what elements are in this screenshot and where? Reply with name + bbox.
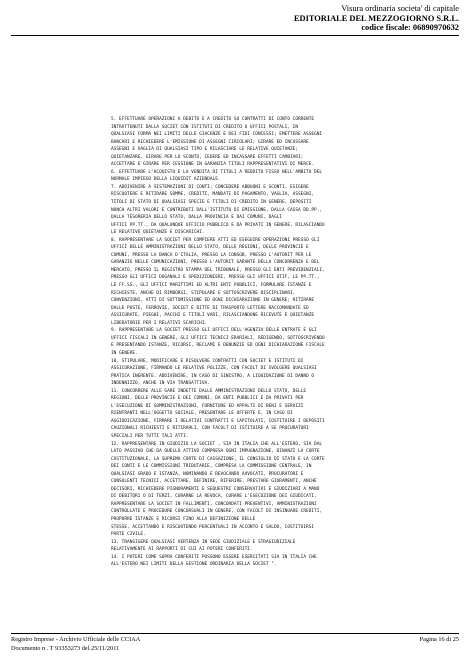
body-line: DEI CONTI E LE COMMISSIONI TRIBUTARIE, COMPRESA LA COMMISSIONE CENTRALE, IN [111, 464, 312, 470]
body-line: NORMALE IMPIEGO DELLA LIQUIDIT AZIENDALE. [111, 177, 221, 183]
document-body [111, 116, 456, 569]
body-line: ASSEGNI E VAGLIA DI QUALSIASI TIPO E RILASCIARE LE RELATIVE QUIETANZE; [111, 147, 299, 153]
body-line: 8. RAPPRESENTARE LA SOCIET PER COMPIERE ATTI ED ESEGUIRE OPERAZIONI PRESSO GLI [111, 237, 320, 243]
body-line: BANCARI E RICHIEDERE L'EMISSIONE DI ASSEGNI CIRCOLARI; GIRARE ED INCASSARE [111, 139, 309, 145]
body-line: CONSULENTI TECNICI, ACCETTARE, DEFINIRE, RIFERIRE, PRESTARE GIURAMENTI, ANCHE [111, 479, 317, 485]
body-line: COSTITUZIONALE, LA SUPREMA CORTE DI CASSAZIONE, IL CONSIGLIO DI STATO E LA CORTE [111, 456, 325, 462]
body-line: ACCETTARE E GIRARE PER CESSIONE IN GARANZIA TITOLI RAPPRESENTATIVI DI MERCE. [111, 162, 315, 168]
body-line: 13. TRANSIGERE QUALSIASI VERTENZA IN SEDE GIUDIZIALE E STRAGIUDIZIALE [111, 539, 296, 545]
body-line: CONTROLLATE E PROCEDURE CONCORSUALI IN GENERE, CON FACOLT DI INSINUARE CREDITI, [111, 509, 323, 515]
body-line: DI DEBITORI O DI TERZI, CURARNE LA REVOCA, CURARE L'ESECUZIONE DEI GIUDICATI, [111, 494, 317, 500]
body-line: 14. I POTERI COME SOPRA CONFERITI POSSONO ESSERE ESERCITATI SIA IN ITALIA CHE [111, 554, 317, 560]
body-line: COMUNI, PRESSO LA BANCA D'ITALIA, PRESSO LA CONSOB, PRESSO L'AUTORIT PER LE [111, 252, 312, 258]
body-line: 7. ADDIVENIRE A SISTEMAZIONI DI CONTI; CONCEDERE ABBUONI E SCONTI, ESIGERE [111, 184, 309, 190]
body-line: ASSICURATE, PIEGHI, PACCHI E TITOLI VARI, RILASCIANDONE RICEVUTE E QUIETANZE [111, 313, 315, 319]
body-line: QUALSIASI FORMA NEI LIMITI DELLE GIACENZE E DEI FIDI CONCESSI; EMETTERE ASSEGNI [111, 132, 323, 138]
body-line: E PRESENTANDO ISTANZE, RICORSI, RECLAMI E DENUNZIE ED OGNI DICHIARAZIONE FISCALE [111, 343, 325, 349]
body-line: UFFICI FISCALI IN GENERE, GLI UFFICI TECNICI ERARIALI, REDIGENDO, SOTTOSCRIVENDO [111, 335, 325, 341]
body-line: 5. EFFETTUARE OPERAZIONI A DEBITO E A CREDITO SU CONTRATTI DI CONTO CORRENTE [111, 117, 315, 122]
body-line: LE FF.SS., GLI UFFICI MARITTIMI ED ALTRI ENTI PUBBLICI, FORMULARE ISTANZE E [111, 283, 312, 289]
body-line: UFFICI DELLE AMMINISTRAZIONI DELLO STATO, DELLE REGIONI, DELLE PROVINCIE E [111, 245, 309, 251]
body-line: L'ESECUZIONE DI SOMMINISTRAZIONI, FORNITURE ED APPALTI DI BENI E SERVIZI [111, 403, 304, 409]
body-line: ASSICURAZIONE, FIRMANDO LE RELATIVE POLIZZE, CON FACOLT DI SVOLGERE QUALSIASI [111, 366, 317, 372]
body-line: RIENTRANTI NELL'OGGETTO SOCIALE, PRESENTARE LE OFFERTE E, IN CASO DI [111, 411, 293, 417]
company-name: EDITORIALE DEL MEZZOGIORNO S.R.L. [293, 13, 459, 23]
body-line: RELATIVAMENTE AI RAPPORTI DI CUI AI POTERI CONFERITI. [111, 547, 253, 553]
body-line: RAPPRESENTARE LA SOCIET IN FALLIMENTI, CONCORDATI PREVENTIVI, AMMINISTRAZIONI [111, 501, 317, 507]
document-number: Documento n . T 93353273 del 25/11/2011 [11, 645, 120, 652]
body-line: MERCATO, PRESSO IL REGISTRO STAMPA DEL TRIBUNALE, PRESSO GLI ENTI PREVIDENZIALI, [111, 267, 325, 273]
body-line: NONCH ALTRI VALORI E CONTRIBUTI DALL'ISTITUTO DI EMISSIONE, DALLA CASSA DD.PP., [111, 207, 323, 213]
body-line: DALLE POSTE, FERROVIE, SOCIET E DITTE DI TRASPORTO LETTERE RACCOMANDATE ED [111, 305, 309, 311]
footer-divider [11, 633, 459, 634]
body-line: 10. STIPULARE, MODIFICARE E RISOLVERE CONTRATTI CON SOCIET E ISTITUTI DI [111, 358, 304, 364]
body-line: LE RELATIVE QUIETANZE E DISCARICHI. [111, 230, 205, 236]
page-header [294, 4, 459, 33]
body-line: DECISORI, RICHIEDERE PIGNORAMENTI E SEQUESTRI CONSERVATIVI E GIUDIZIARI A MANO [111, 486, 320, 492]
registry-name: Registro Imprese - Archivio Ufficiale delle CCIAA [11, 636, 141, 643]
body-line: GARANZIE NELLE COMUNICAZIONI, PRESSO L'AUTORIT GARANTE DELLA CONCORRENZA E DEL [111, 260, 320, 266]
header-divider [11, 35, 459, 36]
body-line: 9. RAPPRESENTARE LA SOCIET PRESSO GLI UFFICI DELL'AGENZIA DELLE ENTRATE E GLI [111, 328, 317, 334]
document-type: Visura ordinaria societa' di capitale [341, 4, 459, 13]
body-line: SPECIALI PER TUTTI TALI ATTI. [111, 433, 189, 439]
body-line: UFFICI PP.TT., DA QUALUNQUE UFFICIO PUBBLICO E DA PRIVATI IN GENERE, RILASCIANDO [111, 222, 325, 228]
body-line: LATO PASSIVO CHE DA QUELLO ATTIVO COMPRESA OGNI IMPUGNAZIONE, DINANZI LA CORTE [111, 449, 320, 455]
body-line: PROPORRE ISTANZE E RICORSI FINO ALLA DEFINIZIONE DELLE [111, 516, 256, 522]
body-line: PRATICA INERENTE. ADDIVENIRE, IN CASO DI SINISTRO, A LIQUIDAZIONE DI DANNO O [111, 373, 315, 379]
body-line: STESSE, ACCETTANDO E RISCUOTENDO PERCENTUALI IN ACCONTO E SALDO, COSTITUIRSI [111, 524, 315, 530]
body-line: TITOLI DI STATO DI QUALSIASI SPECIE E TITOLI DI CREDITO IN GENERE, DEPOSITI [111, 200, 312, 206]
body-line: 11. CONCORRERE ALLE GARE INDETTE DALLE AMMINISTRAZIONI DELLO STATO, DELLE [111, 388, 307, 394]
body-line: REGIONI, DELLE PROVINCIE E DEI COMUNI, DA ENTI PUBBLICI E DA PRIVATI PER [111, 396, 304, 402]
body-line: INTRATTENUTI DALLA SOCIET CON ISTITUTI DI CREDITO O UFFICI POSTALI, IN [111, 124, 299, 130]
body-line: CONVENZIONI, ATTI DI SOTTOMISSIONE ED OGNI DICHIARAZIONE IN GENERE; RITIRARE [111, 298, 315, 304]
body-line: RICHIESTE, ANCHE DI RIMBORSI, STIPULARE E SOTTOSCRIVERE DISCIPLINARI, [111, 290, 296, 296]
body-line: CAUZIONALI RICHIESTI E RITIRARLI, CON FACOLT DI ISTITUIRE A SE PROCURATORI [111, 426, 309, 432]
body-line: 12. RAPPRESENTARE IN GIUDIZIO LA SOCIET , SIA IN ITALIA CHE ALL'ESTERO, SIA DAL [111, 441, 323, 447]
page-number: Pagina 16 di 25 [419, 636, 459, 643]
body-line: INDENNIZZO, ANCHE IN VIA TRANSATTIVA. [111, 381, 210, 387]
body-line: ALL'ESTERO NEI LIMITI DELLA GESTIONE ORDINARIA DELLA SOCIET ". [111, 562, 277, 568]
body-line: 6. EFFETTUARE L'ACQUISTO E LA VENDITA DI TITOLI A REDDITO FISSO NELL'AMBITO DEL [111, 169, 323, 175]
body-line: IN GENERE. [111, 350, 138, 356]
body-line: PARTE CIVILE. [111, 532, 146, 538]
body-line: QUALSIASI GRADO E ISTANZA, NOMINANDO E REVOCANDO AVVOCATI, PROCURATORI E [111, 471, 304, 477]
body-line: DALLA TESORERIA DELLO STATO, DALLA PROVINCIA E DAI COMUNI, DAGLI [111, 215, 282, 221]
body-line: RISCUOTERE E RITIRARE SOMME, CREDITI, MANDATI DI PAGAMENTO, VAGLIA, ASSEGNI, [111, 192, 315, 198]
body-line: AGGIUDICAZIONE, FIRMARE I RELATIVI CONTRATTI E CAPITOLATI, COSTITUIRE I DEPOSITI [111, 418, 325, 424]
body-line: QUIETANZARE, GIRARE PER LO SCONTO, CEDERE ED INCASSARE EFFETTI CAMBIARI; [111, 154, 304, 160]
body-line: PRESSO GLI UFFICI DOGANALI E SPEDIZIONIERI, PRESSO GLI UFFICI UTIF, LE PP.TT., [111, 275, 320, 281]
fiscal-code: codice fiscale: 06890970632 [361, 23, 459, 33]
body-line: LIBERATORIE PER I RELATIVI SCARICHI. [111, 320, 208, 326]
